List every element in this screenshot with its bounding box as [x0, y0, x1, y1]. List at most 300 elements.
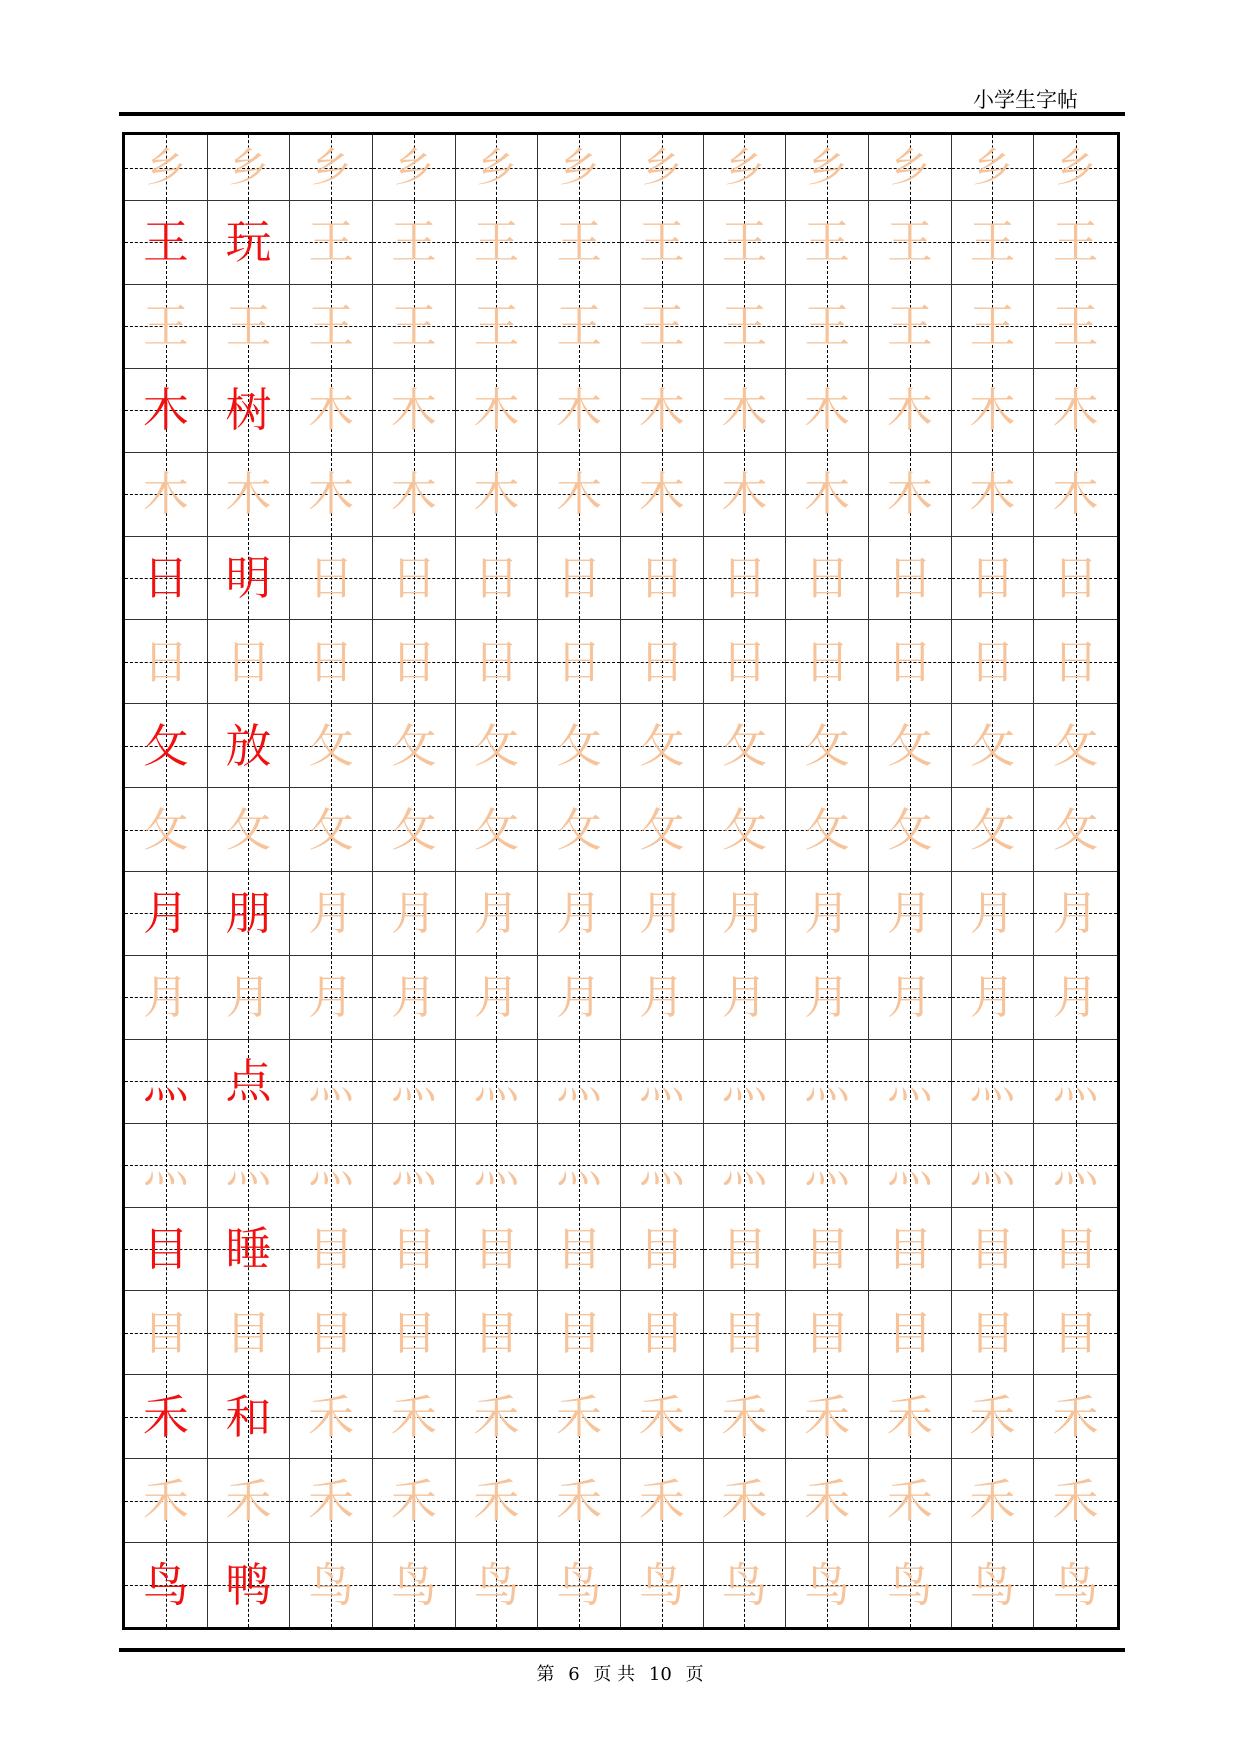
grid-cell: [1034, 1208, 1117, 1292]
grid-cell: [869, 1375, 952, 1459]
grid-cell: [373, 135, 456, 201]
grid-cell: [869, 788, 952, 872]
grid-cell: [125, 704, 208, 788]
trace-character: 乡: [145, 144, 186, 191]
trace-character: 攵: [721, 802, 768, 857]
grid-cell: [290, 1040, 373, 1124]
grid-cell: [704, 872, 787, 956]
grid-cell: [125, 1291, 208, 1375]
header-rule: [119, 112, 1125, 116]
model-character: 王: [142, 215, 189, 270]
trace-character: 攵: [225, 802, 272, 857]
trace-character: 月: [886, 970, 933, 1025]
trace-character: 禾: [886, 1473, 933, 1528]
grid-cell: [290, 1459, 373, 1543]
grid-cell: [869, 453, 952, 537]
trace-character: 乡: [972, 144, 1013, 191]
grid-cell: [1034, 135, 1117, 201]
grid-cell: [621, 872, 704, 956]
trace-character: 攵: [969, 718, 1016, 773]
grid-cell: [621, 1124, 704, 1208]
grid-cell: [290, 788, 373, 872]
trace-character: 攵: [969, 802, 1016, 857]
grid-cell: [786, 1124, 869, 1208]
trace-character: 月: [721, 970, 768, 1025]
grid-cell: [1034, 1040, 1117, 1124]
trace-character: 日: [638, 634, 685, 689]
grid-cell: [786, 1208, 869, 1292]
trace-character: 禾: [1052, 1389, 1099, 1444]
trace-character: 乡: [393, 144, 434, 191]
trace-character: 乡: [311, 144, 352, 191]
trace-character: 木: [721, 467, 768, 522]
trace-character: 月: [638, 886, 685, 941]
trace-character: 禾: [638, 1473, 685, 1528]
grid-cell: [704, 1040, 787, 1124]
grid-cell: [869, 135, 952, 201]
grid-cell: [621, 704, 704, 788]
grid-cell: [290, 704, 373, 788]
grid-cell: [786, 620, 869, 704]
grid-cell: [456, 537, 539, 621]
trace-character: 灬: [556, 1054, 603, 1109]
trace-character: 月: [969, 970, 1016, 1025]
grid-cell: [125, 872, 208, 956]
grid-cell: [952, 620, 1035, 704]
grid-cell: [456, 1208, 539, 1292]
grid-cell: [208, 1291, 291, 1375]
grid-cell: [621, 956, 704, 1040]
grid-cell: [621, 1291, 704, 1375]
trace-character: 目: [638, 1222, 685, 1277]
grid-cell: [373, 1124, 456, 1208]
grid-cell: [621, 1375, 704, 1459]
grid-cell: [786, 1040, 869, 1124]
grid-cell: [208, 1543, 291, 1627]
trace-character: 木: [308, 467, 355, 522]
trace-character: 目: [886, 1222, 933, 1277]
trace-character: 木: [638, 383, 685, 438]
grid-cell: [290, 1208, 373, 1292]
grid-cell: [786, 369, 869, 453]
grid-cell: [125, 1124, 208, 1208]
trace-character: 禾: [969, 1389, 1016, 1444]
grid-cell: [125, 201, 208, 285]
trace-character: 王: [390, 299, 437, 354]
grid-cell: [208, 1040, 291, 1124]
trace-character: 禾: [969, 1473, 1016, 1528]
model-character: 日: [142, 550, 189, 605]
grid-cell: [373, 453, 456, 537]
trace-character: 禾: [473, 1389, 520, 1444]
trace-character: 攵: [721, 718, 768, 773]
grid-cell: [208, 369, 291, 453]
trace-character: 日: [142, 634, 189, 689]
grid-cell: [538, 704, 621, 788]
trace-character: 禾: [390, 1473, 437, 1528]
footer-middle: 页 共: [593, 1664, 636, 1685]
trace-character: 目: [390, 1222, 437, 1277]
trace-character: 目: [556, 1305, 603, 1360]
grid-cell: [704, 788, 787, 872]
grid-cell: [869, 704, 952, 788]
grid-cell: [373, 1291, 456, 1375]
trace-character: 攵: [308, 802, 355, 857]
grid-cell: [208, 1124, 291, 1208]
grid-cell: [456, 1124, 539, 1208]
grid-cell: [704, 1459, 787, 1543]
grid-cell: [869, 537, 952, 621]
grid-cell: [290, 285, 373, 369]
trace-character: 木: [473, 383, 520, 438]
trace-character: 目: [969, 1305, 1016, 1360]
trace-character: 木: [225, 467, 272, 522]
trace-character: 灬: [473, 1054, 520, 1109]
model-character: 明: [225, 550, 272, 605]
grid-cell: [538, 1124, 621, 1208]
grid-cell: [456, 135, 539, 201]
grid-cell: [373, 788, 456, 872]
trace-character: 木: [804, 467, 851, 522]
grid-cell: [373, 1375, 456, 1459]
footer-prefix: 第: [536, 1664, 555, 1685]
trace-character: 乡: [1055, 144, 1096, 191]
grid-cell: [125, 1375, 208, 1459]
trace-character: 禾: [473, 1473, 520, 1528]
trace-character: 木: [969, 467, 1016, 522]
trace-character: 木: [1052, 467, 1099, 522]
grid-cell: [373, 1040, 456, 1124]
trace-character: 目: [473, 1222, 520, 1277]
trace-character: 木: [142, 467, 189, 522]
trace-character: 灬: [142, 1138, 189, 1193]
grid-cell: [621, 1543, 704, 1627]
grid-cell: [538, 369, 621, 453]
trace-character: 目: [886, 1305, 933, 1360]
grid-cell: [952, 1459, 1035, 1543]
trace-character: 月: [1052, 970, 1099, 1025]
trace-character: 日: [886, 634, 933, 689]
grid-cell: [786, 872, 869, 956]
trace-character: 日: [721, 634, 768, 689]
grid-cell: [621, 135, 704, 201]
grid-cell: [621, 453, 704, 537]
grid-cell: [538, 537, 621, 621]
grid-cell: [373, 704, 456, 788]
grid-cell: [704, 620, 787, 704]
trace-character: 鸟: [969, 1558, 1016, 1613]
grid-cell: [704, 1375, 787, 1459]
trace-character: 目: [390, 1305, 437, 1360]
trace-character: 日: [1052, 634, 1099, 689]
grid-cell: [1034, 1291, 1117, 1375]
grid-cell: [786, 1375, 869, 1459]
trace-character: 月: [308, 970, 355, 1025]
tian-grid: [125, 135, 1117, 1627]
trace-character: 日: [308, 550, 355, 605]
grid-cell: [952, 872, 1035, 956]
grid-cell: [1034, 620, 1117, 704]
grid-cell: [621, 285, 704, 369]
grid-cell: [1034, 369, 1117, 453]
trace-character: 王: [969, 299, 1016, 354]
grid-cell: [704, 1543, 787, 1627]
grid-cell: [125, 537, 208, 621]
trace-character: 禾: [390, 1389, 437, 1444]
grid-cell: [786, 135, 869, 201]
trace-character: 日: [556, 550, 603, 605]
grid-cell: [290, 620, 373, 704]
grid-cell: [208, 285, 291, 369]
trace-character: 灬: [225, 1138, 272, 1193]
trace-character: 木: [969, 383, 1016, 438]
grid-cell: [125, 1543, 208, 1627]
trace-character: 灬: [638, 1138, 685, 1193]
trace-character: 日: [473, 550, 520, 605]
model-character: 攵: [142, 718, 189, 773]
grid-cell: [786, 285, 869, 369]
grid-cell: [373, 1459, 456, 1543]
trace-character: 木: [390, 467, 437, 522]
grid-cell: [952, 453, 1035, 537]
trace-character: 灬: [721, 1054, 768, 1109]
trace-character: 鸟: [721, 1558, 768, 1613]
trace-character: 目: [804, 1305, 851, 1360]
trace-character: 目: [225, 1305, 272, 1360]
trace-character: 木: [308, 383, 355, 438]
trace-character: 目: [969, 1222, 1016, 1277]
trace-character: 王: [473, 215, 520, 270]
grid-cell: [125, 135, 208, 201]
trace-character: 月: [721, 886, 768, 941]
grid-cell: [704, 956, 787, 1040]
trace-character: 目: [721, 1305, 768, 1360]
grid-cell: [456, 620, 539, 704]
grid-cell: [538, 135, 621, 201]
grid-cell: [786, 1291, 869, 1375]
grid-cell: [290, 135, 373, 201]
grid-cell: [290, 1124, 373, 1208]
grid-cell: [1034, 956, 1117, 1040]
footer-rule: [119, 1648, 1125, 1652]
grid-cell: [786, 1459, 869, 1543]
grid-cell: [538, 201, 621, 285]
grid-cell: [952, 537, 1035, 621]
trace-character: 乡: [641, 144, 682, 191]
trace-character: 灬: [969, 1138, 1016, 1193]
model-character: 目: [142, 1222, 189, 1277]
trace-character: 攵: [556, 718, 603, 773]
trace-character: 日: [804, 550, 851, 605]
trace-character: 王: [473, 299, 520, 354]
grid-cell: [373, 285, 456, 369]
grid-cell: [869, 1124, 952, 1208]
grid-cell: [869, 201, 952, 285]
grid-cell: [538, 1208, 621, 1292]
trace-character: 目: [473, 1305, 520, 1360]
grid-cell: [208, 201, 291, 285]
trace-character: 鸟: [804, 1558, 851, 1613]
grid-cell: [456, 285, 539, 369]
trace-character: 禾: [721, 1389, 768, 1444]
grid-cell: [538, 1543, 621, 1627]
trace-character: 鸟: [390, 1558, 437, 1613]
trace-character: 禾: [556, 1473, 603, 1528]
grid-cell: [952, 369, 1035, 453]
trace-character: 攵: [390, 802, 437, 857]
grid-cell: [704, 135, 787, 201]
grid-cell: [538, 285, 621, 369]
grid-cell: [1034, 537, 1117, 621]
trace-character: 目: [1052, 1222, 1099, 1277]
trace-character: 乡: [889, 144, 930, 191]
model-character: 灬: [142, 1054, 189, 1109]
grid-cell: [290, 1375, 373, 1459]
trace-character: 王: [225, 299, 272, 354]
trace-character: 禾: [225, 1473, 272, 1528]
trace-character: 木: [721, 383, 768, 438]
trace-character: 王: [556, 299, 603, 354]
trace-character: 王: [886, 215, 933, 270]
grid-cell: [704, 201, 787, 285]
grid-cell: [621, 201, 704, 285]
trace-character: 攵: [1052, 718, 1099, 773]
trace-character: 灬: [556, 1138, 603, 1193]
trace-character: 木: [1052, 383, 1099, 438]
grid-cell: [208, 1459, 291, 1543]
grid-cell: [538, 956, 621, 1040]
page-footer: [0, 1660, 1240, 1686]
grid-cell: [290, 201, 373, 285]
grid-cell: [786, 201, 869, 285]
trace-character: 日: [556, 634, 603, 689]
trace-character: 灬: [1052, 1138, 1099, 1193]
trace-character: 攵: [473, 718, 520, 773]
grid-cell: [786, 704, 869, 788]
model-character: 和: [225, 1389, 272, 1444]
trace-character: 月: [556, 886, 603, 941]
trace-character: 乡: [476, 144, 517, 191]
trace-character: 王: [969, 215, 1016, 270]
trace-character: 目: [142, 1305, 189, 1360]
grid-cell: [786, 956, 869, 1040]
trace-character: 灬: [969, 1054, 1016, 1109]
trace-character: 灬: [1052, 1054, 1099, 1109]
trace-character: 目: [721, 1222, 768, 1277]
grid-cell: [373, 1208, 456, 1292]
model-character: 树: [225, 383, 272, 438]
trace-character: 月: [473, 886, 520, 941]
grid-cell: [125, 1459, 208, 1543]
grid-cell: [125, 453, 208, 537]
grid-cell: [1034, 453, 1117, 537]
grid-cell: [208, 956, 291, 1040]
grid-cell: [290, 369, 373, 453]
grid-cell: [786, 537, 869, 621]
grid-cell: [208, 537, 291, 621]
grid-cell: [290, 537, 373, 621]
trace-character: 目: [1052, 1305, 1099, 1360]
model-character: 点: [225, 1054, 272, 1109]
trace-character: 日: [308, 634, 355, 689]
trace-character: 月: [142, 970, 189, 1025]
grid-cell: [1034, 704, 1117, 788]
trace-character: 王: [721, 299, 768, 354]
grid-cell: [456, 872, 539, 956]
trace-character: 月: [308, 886, 355, 941]
grid-cell: [621, 537, 704, 621]
grid-cell: [456, 704, 539, 788]
trace-character: 鸟: [308, 1558, 355, 1613]
trace-character: 攵: [638, 802, 685, 857]
grid-cell: [208, 704, 291, 788]
grid-cell: [952, 1040, 1035, 1124]
grid-cell: [208, 872, 291, 956]
grid-cell: [869, 1040, 952, 1124]
grid-cell: [869, 620, 952, 704]
trace-character: 灬: [804, 1054, 851, 1109]
trace-character: 攵: [390, 718, 437, 773]
trace-character: 鸟: [473, 1558, 520, 1613]
trace-character: 日: [969, 634, 1016, 689]
trace-character: 木: [804, 383, 851, 438]
grid-cell: [208, 788, 291, 872]
grid-cell: [1034, 1124, 1117, 1208]
model-character: 玩: [225, 215, 272, 270]
grid-cell: [952, 704, 1035, 788]
grid-cell: [621, 369, 704, 453]
trace-character: 月: [638, 970, 685, 1025]
trace-character: 灬: [804, 1138, 851, 1193]
grid-cell: [125, 1040, 208, 1124]
trace-character: 月: [804, 886, 851, 941]
grid-cell: [704, 1124, 787, 1208]
trace-character: 禾: [886, 1389, 933, 1444]
grid-cell: [786, 1543, 869, 1627]
grid-cell: [290, 1543, 373, 1627]
grid-cell: [952, 1291, 1035, 1375]
grid-cell: [456, 369, 539, 453]
trace-character: 王: [1052, 299, 1099, 354]
trace-character: 攵: [638, 718, 685, 773]
model-character: 放: [225, 718, 272, 773]
model-character: 月: [142, 886, 189, 941]
grid-cell: [1034, 1459, 1117, 1543]
trace-character: 攵: [886, 718, 933, 773]
grid-cell: [704, 704, 787, 788]
grid-cell: [538, 453, 621, 537]
trace-character: 月: [390, 970, 437, 1025]
grid-cell: [869, 956, 952, 1040]
grid-cell: [621, 788, 704, 872]
trace-character: 王: [390, 215, 437, 270]
trace-character: 王: [1052, 215, 1099, 270]
grid-cell: [952, 201, 1035, 285]
grid-cell: [704, 1291, 787, 1375]
trace-character: 日: [225, 634, 272, 689]
grid-cell: [869, 1459, 952, 1543]
grid-cell: [208, 1375, 291, 1459]
grid-cell: [290, 1291, 373, 1375]
grid-cell: [952, 135, 1035, 201]
grid-cell: [869, 285, 952, 369]
grid-cell: [1034, 1543, 1117, 1627]
trace-character: 月: [390, 886, 437, 941]
trace-character: 禾: [804, 1389, 851, 1444]
trace-character: 王: [804, 299, 851, 354]
footer-page-number: 6: [568, 1664, 580, 1685]
trace-character: 月: [473, 970, 520, 1025]
